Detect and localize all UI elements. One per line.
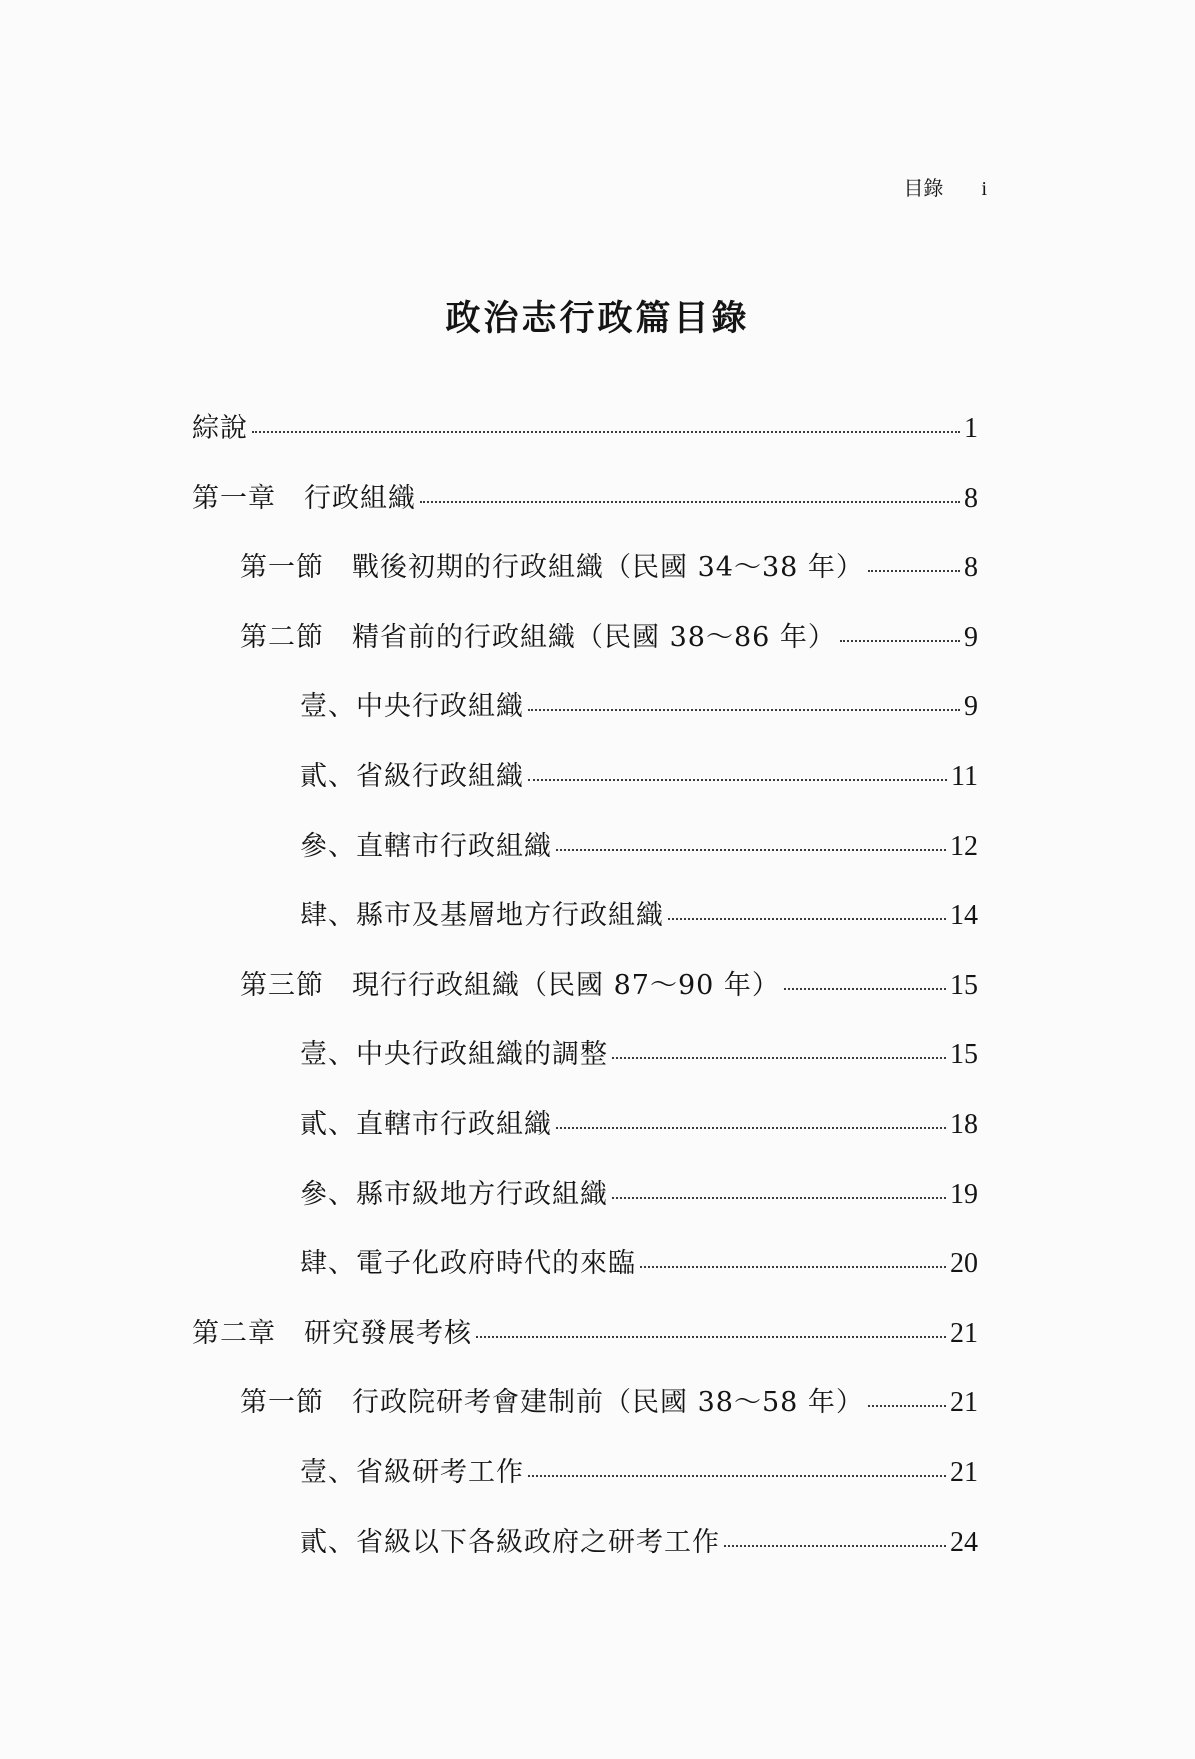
toc-dot-leader xyxy=(556,849,946,851)
toc-entry xyxy=(192,545,978,615)
toc-dot-leader xyxy=(420,501,960,503)
toc-entry-title: 肆、縣市及基層地方行政組織 xyxy=(300,900,664,932)
toc-entry-page-number: 8 xyxy=(964,482,978,514)
toc-entry-page-number: 15 xyxy=(950,969,978,1001)
toc-entry-page-number: 9 xyxy=(964,691,978,723)
toc-entry-title: 參、直轄市行政組織 xyxy=(300,830,552,862)
toc-dot-leader xyxy=(724,1545,946,1547)
toc-entry-page-number: 12 xyxy=(950,830,978,862)
table-of-contents xyxy=(192,406,978,1589)
toc-entry-page-number: 20 xyxy=(950,1248,978,1280)
toc-entry-title: 參、縣市級地方行政組織 xyxy=(300,1178,608,1210)
toc-entry-title: 壹、省級研考工作 xyxy=(300,1456,524,1488)
toc-entry-title: 第二節 精省前的行政組織（民國 38～86 年） xyxy=(240,621,836,653)
toc-entry-title: 壹、中央行政組織 xyxy=(300,691,524,723)
toc-entry-title: 第三節 現行行政組織（民國 87～90 年） xyxy=(240,969,780,1001)
toc-entry-title: 第一節 行政院研考會建制前（民國 38～58 年） xyxy=(240,1387,864,1419)
toc-entry xyxy=(192,963,978,1033)
toc-entry xyxy=(192,406,978,476)
toc-dot-leader xyxy=(612,1057,946,1059)
toc-dot-leader xyxy=(556,1127,946,1129)
toc-entry-title: 貳、直轄市行政組織 xyxy=(300,1108,552,1140)
toc-dot-leader xyxy=(528,1475,946,1477)
toc-dot-leader xyxy=(476,1336,946,1338)
toc-entry-page-number: 21 xyxy=(950,1456,978,1488)
running-head-label: 目錄 xyxy=(903,176,944,200)
toc-entry-page-number: 15 xyxy=(950,1039,978,1071)
toc-dot-leader xyxy=(868,570,960,572)
toc-entry-page-number: 11 xyxy=(951,760,978,792)
toc-dot-leader xyxy=(784,988,946,990)
toc-entry-title: 綜說 xyxy=(192,413,248,444)
running-head-page-number: i xyxy=(981,178,987,200)
running-head xyxy=(903,172,987,201)
toc-entry xyxy=(192,615,978,685)
toc-entry-page-number: 24 xyxy=(950,1526,978,1558)
toc-entry xyxy=(192,1520,978,1590)
toc-entry-page-number: 1 xyxy=(964,413,978,444)
toc-entry xyxy=(192,824,978,894)
toc-entry-page-number: 21 xyxy=(950,1317,978,1349)
toc-dot-leader xyxy=(612,1197,946,1199)
toc-dot-leader xyxy=(528,779,947,781)
toc-entry-page-number: 9 xyxy=(964,621,978,653)
toc-dot-leader xyxy=(528,709,960,711)
toc-entry-title: 肆、電子化政府時代的來臨 xyxy=(300,1248,636,1280)
toc-entry xyxy=(192,754,978,824)
toc-entry-page-number: 19 xyxy=(950,1178,978,1210)
toc-dot-leader xyxy=(868,1405,946,1407)
toc-dot-leader xyxy=(668,918,946,920)
toc-entry-page-number: 14 xyxy=(950,900,978,932)
toc-entry xyxy=(192,1311,978,1381)
toc-entry xyxy=(192,1172,978,1242)
toc-entry-page-number: 18 xyxy=(950,1108,978,1140)
toc-entry-title: 第一章 行政組織 xyxy=(192,482,416,514)
toc-entry xyxy=(192,893,978,963)
toc-entry xyxy=(192,1241,978,1311)
toc-entry-title: 壹、中央行政組織的調整 xyxy=(300,1039,608,1071)
toc-dot-leader xyxy=(252,431,960,433)
toc-dot-leader xyxy=(840,640,960,642)
toc-entry-title: 貳、省級以下各級政府之研考工作 xyxy=(300,1526,720,1558)
page-title: 政治志行政篇目錄 xyxy=(445,298,750,340)
toc-entry-page-number: 8 xyxy=(964,552,978,584)
toc-entry-title: 第一節 戰後初期的行政組織（民國 34～38 年） xyxy=(240,552,864,584)
toc-entry-page-number: 21 xyxy=(950,1387,978,1419)
toc-entry xyxy=(192,1032,978,1102)
toc-entry-title: 第二章 研究發展考核 xyxy=(192,1317,472,1349)
toc-entry xyxy=(192,476,978,546)
toc-entry-title: 貳、省級行政組織 xyxy=(300,760,524,792)
toc-entry xyxy=(192,1102,978,1172)
toc-entry xyxy=(192,684,978,754)
toc-entry xyxy=(192,1450,978,1520)
toc-dot-leader xyxy=(640,1266,946,1268)
toc-entry xyxy=(192,1380,978,1450)
